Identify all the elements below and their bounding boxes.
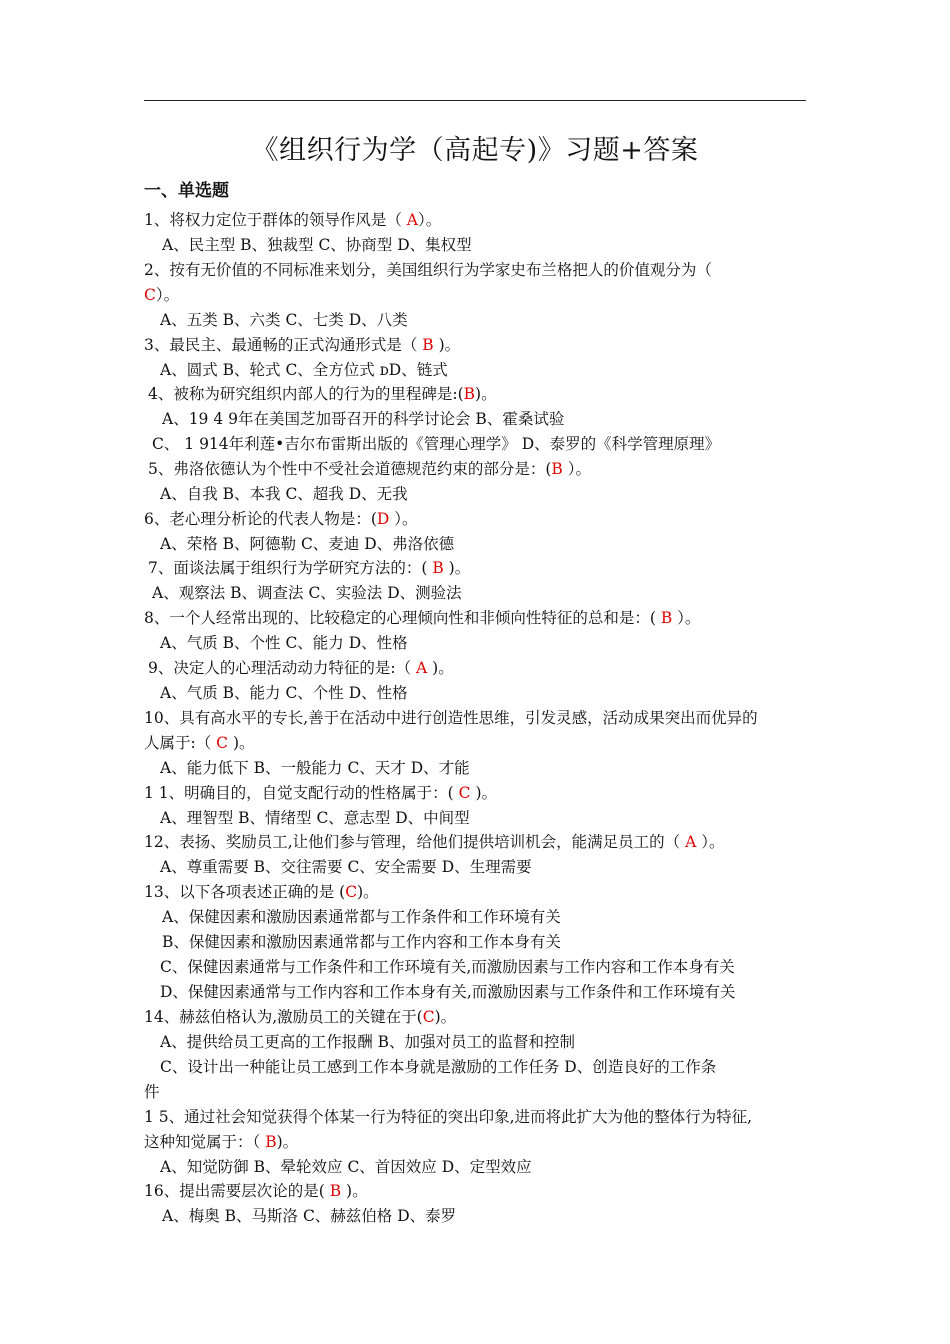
answer-mark: C (345, 883, 358, 901)
text-line (162, 235, 472, 255)
line-text: A、荣格 B、阿德勒 C、麦迪 D、弗洛依德 (160, 535, 455, 553)
text-line (144, 783, 497, 803)
line-text: A、保健因素和激励因素通常都与工作条件和工作环境有关 (162, 908, 561, 926)
line-text: 7、面谈法属于组织行为学研究方法的：( (148, 559, 433, 577)
answer-mark: B (265, 1133, 277, 1151)
text-line (160, 484, 408, 504)
text-line (160, 982, 735, 1002)
line-text: 人属于:（ (144, 734, 217, 752)
line-text: 12、表扬、奖励员工,让他们参与管理，给他们提供培训机会，能满足员工的（ (144, 833, 686, 851)
text-line (144, 1181, 368, 1201)
line-text: A、提供给员工更高的工作报酬 B、加强对员工的监督和控制 (160, 1033, 576, 1051)
line-text: ）。 (696, 833, 725, 851)
answer-mark: B (329, 1182, 342, 1200)
line-text: A、19 4 9年在美国芝加哥召开的科学讨论会 B、霍桑试验 (162, 410, 565, 428)
text-line (160, 1057, 716, 1077)
answer-mark: C (144, 286, 156, 304)
answer-mark: C (216, 734, 229, 752)
text-line (144, 1132, 298, 1152)
answer-mark: B (660, 609, 673, 627)
text-line (152, 583, 462, 603)
text-line (160, 310, 408, 330)
line-text: 13、以下各项表述正确的是 ( (144, 883, 346, 901)
line-text: 2、按有无价值的不同标准来划分，美国组织行为学家史布兰格把人的价值观分为（ (144, 261, 712, 279)
text-line (144, 335, 460, 355)
line-text: ）。 (389, 510, 418, 528)
line-text: 1、将权力定位于群体的领导作风是（ (144, 211, 407, 229)
text-line (148, 558, 470, 578)
line-text: A、观察法 B、调查法 C、实验法 D、测验法 (152, 584, 462, 602)
line-text: 14、赫兹伯格认为,激励员工的关键在于( (144, 1008, 423, 1026)
line-text: )。 (276, 1133, 299, 1151)
text-line (162, 409, 564, 429)
answer-mark: D (376, 510, 390, 528)
text-line (144, 260, 712, 280)
line-text: A、圆式 B、轮式 C、全方位式 ᴅD、链式 (160, 361, 448, 379)
line-text: D、保健因素通常与工作内容和工作本身有关,而激励因素与工作条件和工作环境有关 (160, 983, 736, 1001)
line-text: ）。 (562, 460, 591, 478)
line-text: )。 (228, 734, 255, 752)
line-text: )。 (434, 1008, 457, 1026)
line-text: 这种知觉属于：（ (144, 1133, 266, 1151)
line-text: A、民主型 B、独裁型 C、协商型 D、集权型 (162, 236, 472, 254)
text-line (148, 384, 497, 404)
text-line (144, 1082, 160, 1102)
text-line (148, 658, 454, 678)
line-text: 1 5、通过社会知觉获得个体某一行为特征的突出印象,进而将此扩大为他的整体行为特征, (144, 1108, 753, 1126)
text-line (160, 534, 454, 554)
line-text: A、五类 B、六类 C、七类 D、八类 (160, 311, 408, 329)
line-text: 16、提出需要层次论的是( (144, 1182, 330, 1200)
line-text: )。 (357, 883, 379, 901)
line-text: )。 (475, 385, 497, 403)
text-line (160, 1032, 575, 1052)
text-line (160, 758, 470, 778)
text-line (162, 932, 561, 952)
text-line (148, 459, 591, 479)
line-text: 8、一个人经常出现的、比较稳定的心理倾向性和非倾向性特征的总和是：( (144, 609, 661, 627)
answer-mark: A (406, 211, 418, 229)
line-text: B、保健因素和激励因素通常都与工作内容和工作本身有关 (162, 933, 561, 951)
answer-mark: A (416, 659, 428, 677)
answer-mark: B (422, 336, 434, 354)
line-text: )。 (443, 559, 471, 577)
line-text: A、气质 B、个性 C、能力 D、性格 (160, 634, 408, 652)
answer-mark: B (551, 460, 563, 478)
header-rule (144, 100, 806, 101)
text-line (160, 633, 408, 653)
text-line (160, 360, 448, 380)
text-line (144, 832, 724, 852)
document-title: 《组织行为学（高起专)》习题+答案 (251, 135, 699, 166)
line-text: 4、被称为研究组织内部人的行为的里程碑是:( (148, 385, 464, 403)
answer-mark: A (685, 833, 697, 851)
line-text: ）。 (155, 286, 180, 304)
text-line (160, 808, 470, 828)
line-text: A、尊重需要 B、交往需要 C、安全需要 D、生理需要 (160, 858, 532, 876)
line-text: 5、弗洛依德认为个性中不受社会道德规范约束的部分是：( (148, 460, 552, 478)
line-text: ）。 (418, 211, 442, 229)
answer-mark: B (463, 385, 476, 403)
text-line (144, 1107, 752, 1127)
text-line (144, 285, 179, 305)
line-text: C、设计出一种能让员工感到工作本身就是激励的工作任务 D、创造良好的工作条 (160, 1058, 717, 1076)
line-text: A、能力低下 B、一般能力 C、天才 D、才能 (160, 759, 470, 777)
text-line (144, 608, 700, 628)
text-line (160, 857, 532, 877)
text-line (152, 434, 720, 454)
line-text: )。 (470, 784, 497, 802)
line-text: 1 1、明确目的，自觉支配行动的性格属于：( (144, 784, 459, 802)
line-text: A、气质 B、能力 C、个性 D、性格 (160, 684, 408, 702)
section-heading: 一、单选题 (144, 181, 229, 201)
answer-mark: C (458, 784, 471, 802)
line-text: )。 (433, 336, 461, 354)
line-text: )。 (341, 1182, 368, 1200)
text-line (144, 733, 255, 753)
line-text: ）。 (672, 609, 701, 627)
text-line (160, 957, 735, 977)
text-line (162, 907, 561, 927)
text-line (160, 1157, 532, 1177)
answer-mark: C (422, 1008, 435, 1026)
line-text: A、知觉防御 B、晕轮效应 C、首因效应 D、定型效应 (160, 1158, 532, 1176)
line-text: A、理智型 B、情绪型 C、意志型 D、中间型 (160, 809, 470, 827)
text-line (144, 882, 379, 902)
line-text: A、自我 B、本我 C、超我 D、无我 (160, 485, 408, 503)
answer-mark: B (432, 559, 444, 577)
text-line (144, 509, 418, 529)
line-text: 件 (144, 1083, 160, 1101)
line-text: A、梅奥 B、马斯洛 C、赫兹伯格 D、泰罗 (162, 1207, 457, 1225)
text-line (144, 1007, 456, 1027)
text-line (160, 683, 408, 703)
line-text: 10、具有高水平的专长,善于在活动中进行创造性思维，引发灵感，活动成果突出而优异的 (144, 709, 758, 727)
line-text: 9、决定人的心理活动动力特征的是:（ (148, 659, 417, 677)
line-text: C、保健因素通常与工作条件和工作环境有关,而激励因素与工作内容和工作本身有关 (160, 958, 735, 976)
line-text: 6、老心理分析论的代表人物是：( (144, 510, 377, 528)
line-text: 3、最民主、最通畅的正式沟通形式是（ (144, 336, 423, 354)
text-line (144, 708, 758, 728)
line-text: C、 1 914年利莲•吉尔布雷斯出版的《管理心理学》 D、泰罗的《科学管理原理》 (152, 435, 721, 453)
text-line (162, 1206, 456, 1226)
text-line (144, 210, 441, 230)
line-text: )。 (427, 659, 454, 677)
